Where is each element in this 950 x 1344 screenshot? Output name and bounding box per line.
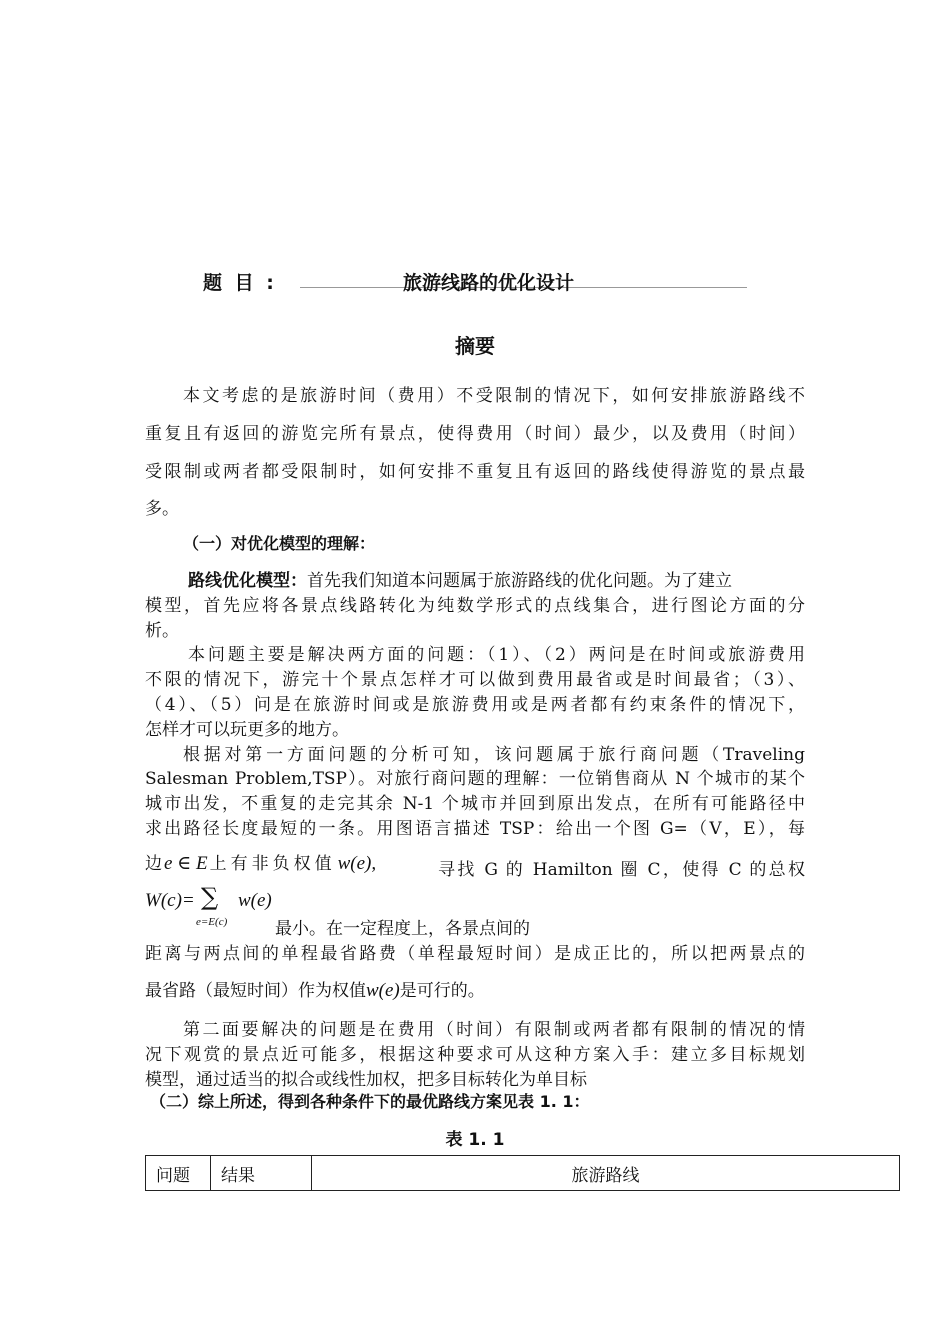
- para3-line-2: 不限的情况下，游完十个景点怎样才可以做到费用最省或是时间最省；（3）、: [145, 670, 805, 690]
- table-caption: 表 1. 1: [445, 1130, 505, 1150]
- edge-set-formula: e ∈ E: [164, 853, 208, 874]
- para4-line-4: 求出路径长度最短的一条。用图语言描述 TSP：给出一个图 G=（V，E），每: [145, 819, 805, 839]
- para1-line-4: 多。: [145, 499, 179, 519]
- sum-subscript: e=E(c): [196, 916, 228, 928]
- header-problem: 问题: [146, 1156, 211, 1191]
- edge-mid: 上有非负权值: [209, 854, 336, 874]
- sum-sign: ∑: [201, 883, 219, 911]
- para2-line-1: [188, 566, 805, 591]
- route-table: [145, 1155, 900, 1191]
- para1-line-3: 受限制或两者都受限制时，如何安排不重复且有返回的路线使得游览的景点最: [145, 462, 805, 482]
- para2-line-3: 析。: [145, 621, 179, 641]
- hamilton-text: 寻找 G 的 Hamilton 圈 C，使得 C 的总权: [438, 860, 805, 880]
- para3-line-4: 怎样才可以玩更多的地方。: [145, 720, 349, 740]
- para5-line-2: 况下观赏的景点近可能多，根据这种要求可从这种方案入手：建立多目标规划: [145, 1045, 805, 1065]
- title-label: 题 目 :: [203, 272, 277, 294]
- para4-line-2: Salesman Problem,TSP）。对旅行商问题的理解：一位销售商从 N 个城市的某个: [145, 769, 805, 789]
- last-prefix: 最省路（最短时间）作为权值: [145, 981, 366, 1001]
- abstract-heading: 摘要: [455, 334, 495, 358]
- section2-heading: （二）综上所述，得到各种条件下的最优路线方案见表 1. 1：: [150, 1092, 590, 1111]
- para5-line-1: 第二面要解决的问题是在费用（时间）有限制或两者都有限制的情况的情: [183, 1020, 805, 1040]
- para1-line-1: 本文考虑的是旅游时间（费用）不受限制的情况下，如何安排旅游路线不: [183, 386, 805, 406]
- header-route: 旅游路线: [312, 1156, 900, 1191]
- table-header-row: [146, 1156, 900, 1191]
- document-title: 旅游线路的优化设计: [403, 272, 575, 294]
- para4-line-1: 根据对第一方面问题的分析可知，该问题属于旅行商问题（Traveling: [183, 745, 805, 765]
- para5-line-3: 模型，通过适当的拟合或线性加权，把多目标转化为单目标: [145, 1070, 587, 1090]
- para4-line-3: 城市出发，不重复的走完其余 N-1 个城市并回到原出发点，在所有可能路径中: [145, 794, 805, 814]
- sum-term: w(e): [238, 890, 272, 911]
- total-weight-lhs: W(c)=: [145, 890, 195, 911]
- distance-line: 距离与两点间的单程最省路费（单程最短时间）是成正比的，所以把两景点的: [145, 944, 805, 964]
- para2-line-2: 模型，首先应将各景点线路转化为纯数学形式的点线集合，进行图论方面的分: [145, 596, 805, 616]
- weight-function: w(e),: [337, 853, 377, 874]
- last-suffix: 是可行的。: [399, 981, 485, 1001]
- last-weight-function: w(e): [366, 980, 400, 1001]
- para2-line-1-text: 首先我们知道本问题属于旅游路线的优化问题。为了建立: [307, 571, 732, 591]
- weight-conclusion-line: [145, 976, 485, 1002]
- para3-line-1: 本问题主要是解决两方面的问题：（1）、（2）两问是在时间或旅游费用: [188, 645, 805, 665]
- section1-heading: （一）对优化模型的理解：: [183, 534, 376, 553]
- para3-line-3: （4）、（5）问是在旅游时间或是旅游费用或是两者都有约束条件的情况下，: [145, 695, 805, 715]
- header-result: 结果: [211, 1156, 312, 1191]
- math-line-edge: [145, 849, 376, 875]
- edge-prefix: 边: [145, 854, 162, 874]
- para1-line-2: 重复且有返回的游览完所有景点，使得费用（时间）最少，以及费用（时间）: [145, 424, 805, 444]
- para2-bold-lead: 路线优化模型：: [188, 571, 307, 591]
- after-sum-text: 最小。在一定程度上，各景点间的: [275, 919, 530, 939]
